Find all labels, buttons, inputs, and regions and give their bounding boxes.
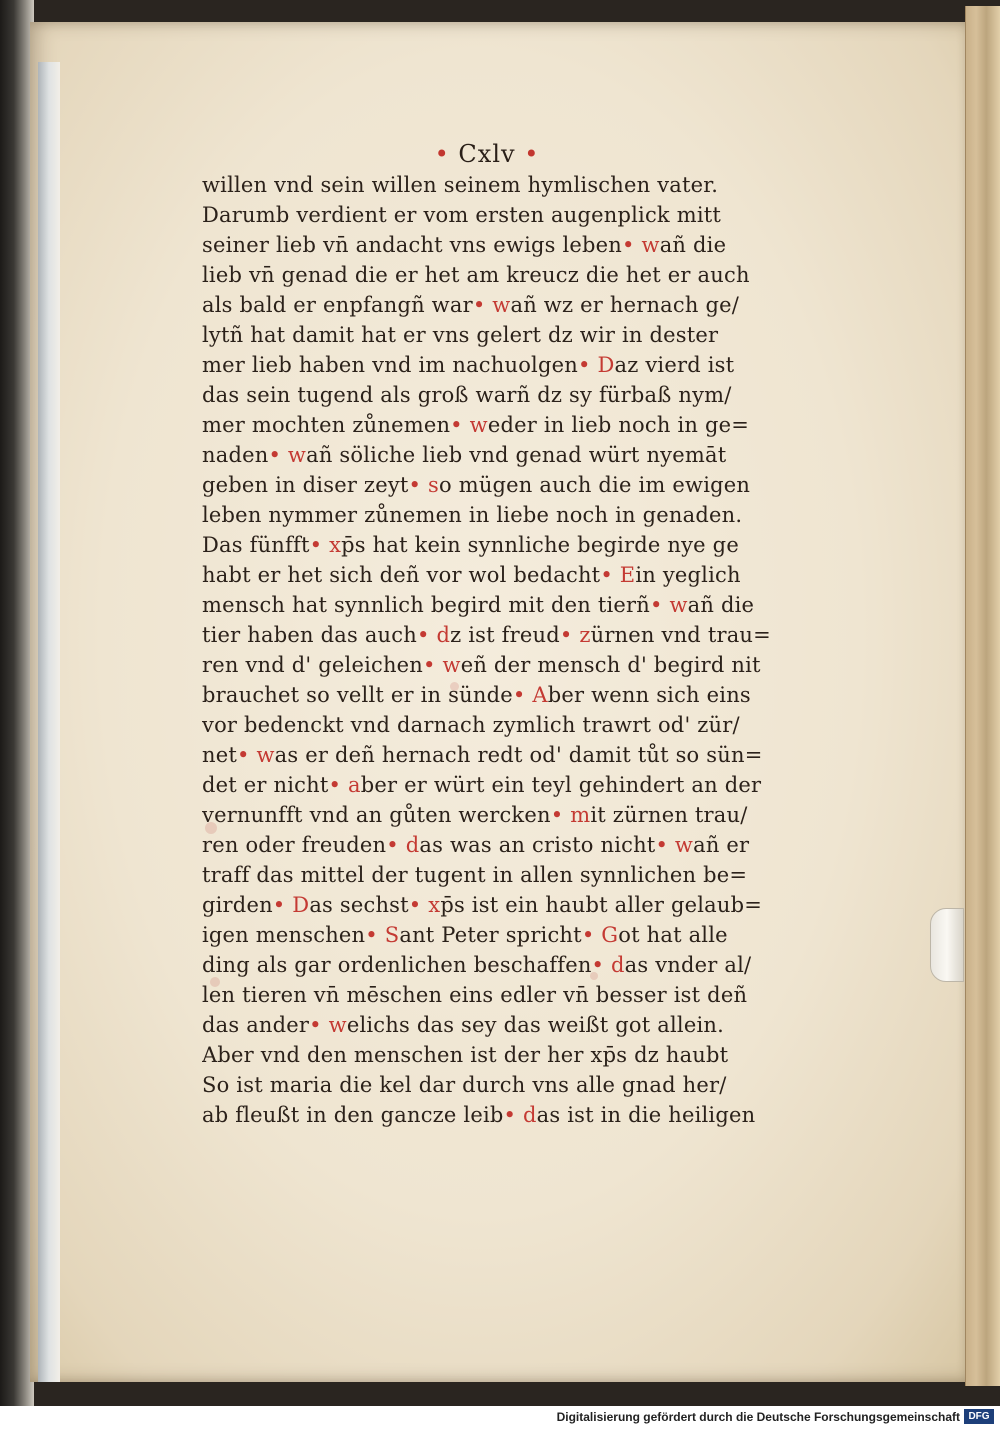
- text-line: naden• wañ söliche lieb vnd genad würt nyemāt: [202, 443, 727, 467]
- show-through-text: [200, 1036, 760, 1080]
- text-block: [202, 140, 772, 1130]
- text-line: Aber vnd den menschen ist der her xp̄s dz haubt: [202, 1043, 729, 1067]
- text-line: So ist maria die kel dar durch vns alle gnad her/: [202, 1073, 727, 1097]
- text-line: brauchet so vellt er in sünde• Aber wenn sich eins: [202, 683, 751, 707]
- text-line: willen vnd sein willen seinem hymlischen vater.: [202, 173, 719, 197]
- text-line: girden• Das sechst• xp̄s ist ein haubt aller gelaub=: [202, 893, 763, 917]
- text-line: net• was er deñ hernach redt od' damit tůt so sün=: [202, 743, 763, 767]
- text-line: das sein tugend als groß warñ dz sy fürbaß nym/: [202, 383, 732, 407]
- text-line: ding als gar ordenlichen beschaffen• das vnder al/: [202, 953, 752, 977]
- book-binding: [0, 0, 34, 1406]
- text-line: das ander• welichs das sey das weißt got allein.: [202, 1013, 724, 1037]
- bookmark-tab: [930, 908, 964, 982]
- text-line: mensch hat synnlich begird mit den tierñ• wañ die: [202, 593, 755, 617]
- text-line: tier haben das auch• dz ist freud• zürnen vnd trau=: [202, 623, 771, 647]
- footer-bar: [0, 1406, 1000, 1429]
- text-line: als bald er enpfangñ war• wañ wz er hernach ge/: [202, 293, 740, 317]
- text-line: Darumb verdient er vom ersten augenplick mitt: [202, 203, 722, 227]
- text-line: igen menschen• Sant Peter spricht• Got hat alle: [202, 923, 728, 947]
- text-lines: [202, 170, 772, 1130]
- folio-number: • Cxlv •: [434, 140, 540, 168]
- text-line: det er nicht• aber er würt ein teyl gehindert an der: [202, 773, 762, 797]
- text-line: seiner lieb vn̄ andacht vns ewigs leben• wañ die: [202, 233, 727, 257]
- text-line: ab fleußt in den gancze leib• das ist in die heiligen: [202, 1103, 756, 1127]
- gutter-strip: [38, 62, 60, 1382]
- funding-credit: Digitalisierung gefördert durch die Deutsche Forschungsgemeinschaft: [556, 1410, 960, 1424]
- text-line: len tieren vn̄ mēschen eins edler vn̄ besser ist deñ: [202, 983, 748, 1007]
- text-line: ren oder freuden• das was an cristo nicht• wañ er: [202, 833, 750, 857]
- text-line: leben nymmer zůnemen in liebe noch in genaden.: [202, 503, 743, 527]
- text-line: geben in diser zeyt• so mügen auch die im ewigen: [202, 473, 751, 497]
- page-edge: [965, 6, 1000, 1386]
- dfg-logo: DFG: [964, 1409, 994, 1424]
- text-line: traff das mittel der tugent in allen synnlichen be=: [202, 863, 748, 887]
- text-line: mer lieb haben vnd im nachuolgen• Daz vierd ist: [202, 353, 735, 377]
- text-line: vernunfft vnd an gůten wercken• mit zürnen trau/: [202, 803, 748, 827]
- text-line: vor bedenckt vnd darnach zymlich trawrt od' zür/: [202, 713, 740, 737]
- text-line: ren vnd d' geleichen• weñ der mensch d' begird nit: [202, 653, 761, 677]
- text-line: lytñ hat damit hat er vns gelert dz wir in dester: [202, 323, 719, 347]
- text-line: lieb vn̄ genad die er het am kreucz die het er auch: [202, 263, 750, 287]
- text-line: Das fünfft• xp̄s hat kein synnliche begirde nye ge: [202, 533, 739, 557]
- text-line: habt er het sich deñ vor wol bedacht• Ein yeglich: [202, 563, 741, 587]
- text-line: mer mochten zůnemen• weder in lieb noch in ge=: [202, 413, 750, 437]
